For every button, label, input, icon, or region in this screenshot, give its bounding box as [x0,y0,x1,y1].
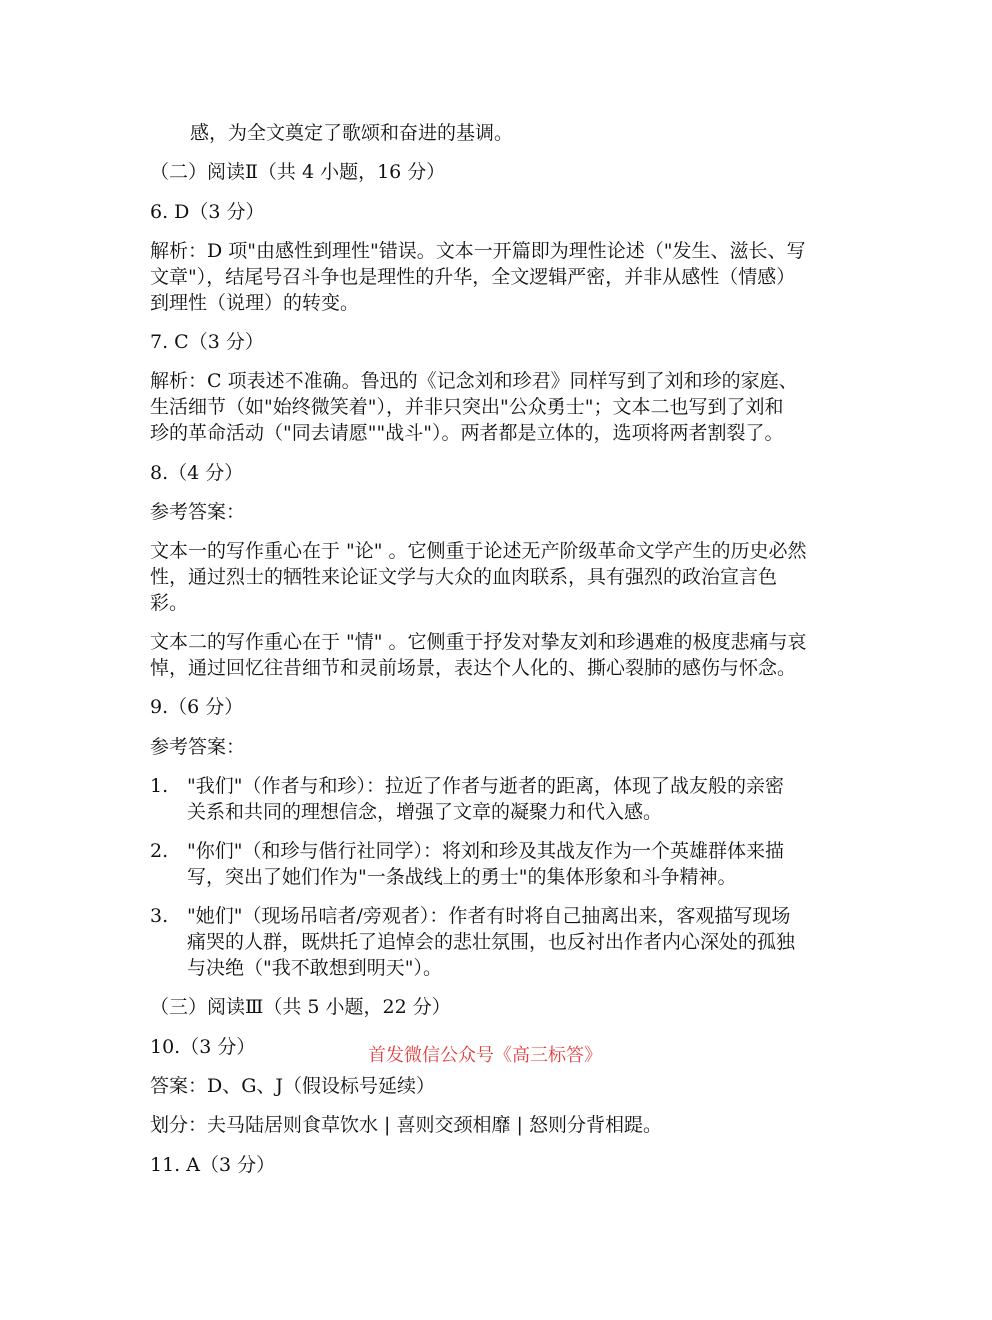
text-line: 性，通过烈士的牺牲来论证文学与大众的血肉联系，具有强烈的政治宣言色 [150,566,778,588]
text-line: 到理性（说理）的转变。 [150,292,360,314]
question-heading: 10.（3 分） [150,1036,256,1058]
text-line: 文本二的写作重心在于 "情" 。它侧重于抒发对挚友刘和珍遇难的极度悲痛与哀 [150,631,807,653]
list-item: 痛哭的人群，既烘托了追悼会的悲壮氛围，也反衬出作者内心深处的孤独 [187,931,796,953]
text-line: 解析：D 项"由感性到理性"错误。文本一开篇即为理性论述（"发生、滋长、写 [150,240,806,262]
text-line: 参考答案： [150,736,246,758]
text-line: 参考答案： [150,501,246,523]
text-line: 文章"），结尾号召斗争也是理性的升华，全文逻辑严密，并非从感性（情感） [150,266,796,288]
list-number: 2. [150,840,169,862]
text-line: 彩。 [150,592,189,614]
text-line: 生活细节（如"始终微笑着"），并非只突出"公众勇士"；文本二也写到了刘和 [150,396,784,418]
section-heading: （二）阅读Ⅱ（共 4 小题，16 分） [150,161,446,183]
text-line: 感，为全文奠定了歌颂和奋进的基调。 [190,122,514,144]
question-heading: 6. D（3 分） [150,201,265,223]
watermark: 首发微信公众号《高三标答》 [368,1045,602,1066]
text-line: 解析：C 项表述不准确。鲁迅的《记念刘和珍君》同样写到了刘和珍的家庭、 [150,370,798,392]
section-heading: （三）阅读Ⅲ（共 5 小题，22 分） [150,996,451,1018]
list-item: "她们"（现场吊唁者/旁观者）：作者有时将自己抽离出来，客观描写现场 [187,905,791,927]
text-line: 划分：夫马陆居则食草饮水 | 喜则交颈相靡 | 怒则分背相踶。 [150,1114,662,1136]
question-heading: 8.（4 分） [150,462,244,484]
question-heading: 11. A（3 分） [150,1154,276,1176]
list-number: 3. [150,905,169,927]
text-line: 珍的革命活动（"同去请愿""战斗"）。两者都是立体的，选项将两者割裂了。 [150,422,784,444]
list-item: "你们"（和珍与偕行社同学）：将刘和珍及其战友作为一个英雄群体来描 [187,840,784,862]
list-number: 1. [150,775,169,797]
list-item: 与决绝（"我不敢想到明天"）。 [187,957,442,979]
list-item: 写，突出了她们作为"一条战线上的勇士"的集体形象和斗争精神。 [187,866,737,888]
list-item: 关系和共同的理想信念，增强了文章的凝聚力和代入感。 [187,801,663,823]
text-line: 悼，通过回忆往昔细节和灵前场景，表达个人化的、撕心裂肺的感伤与怀念。 [150,657,797,679]
list-item: "我们"（作者与和珍）：拉近了作者与逝者的距离，体现了战友般的亲密 [187,775,784,797]
text-line: 文本一的写作重心在于 "论" 。它侧重于论述无产阶级革命文学产生的历史必然 [150,540,807,562]
text-line: 答案：D、G、J（假设标号延续） [150,1075,436,1097]
question-heading: 7. C（3 分） [150,331,264,353]
question-heading: 9.（6 分） [150,696,244,718]
